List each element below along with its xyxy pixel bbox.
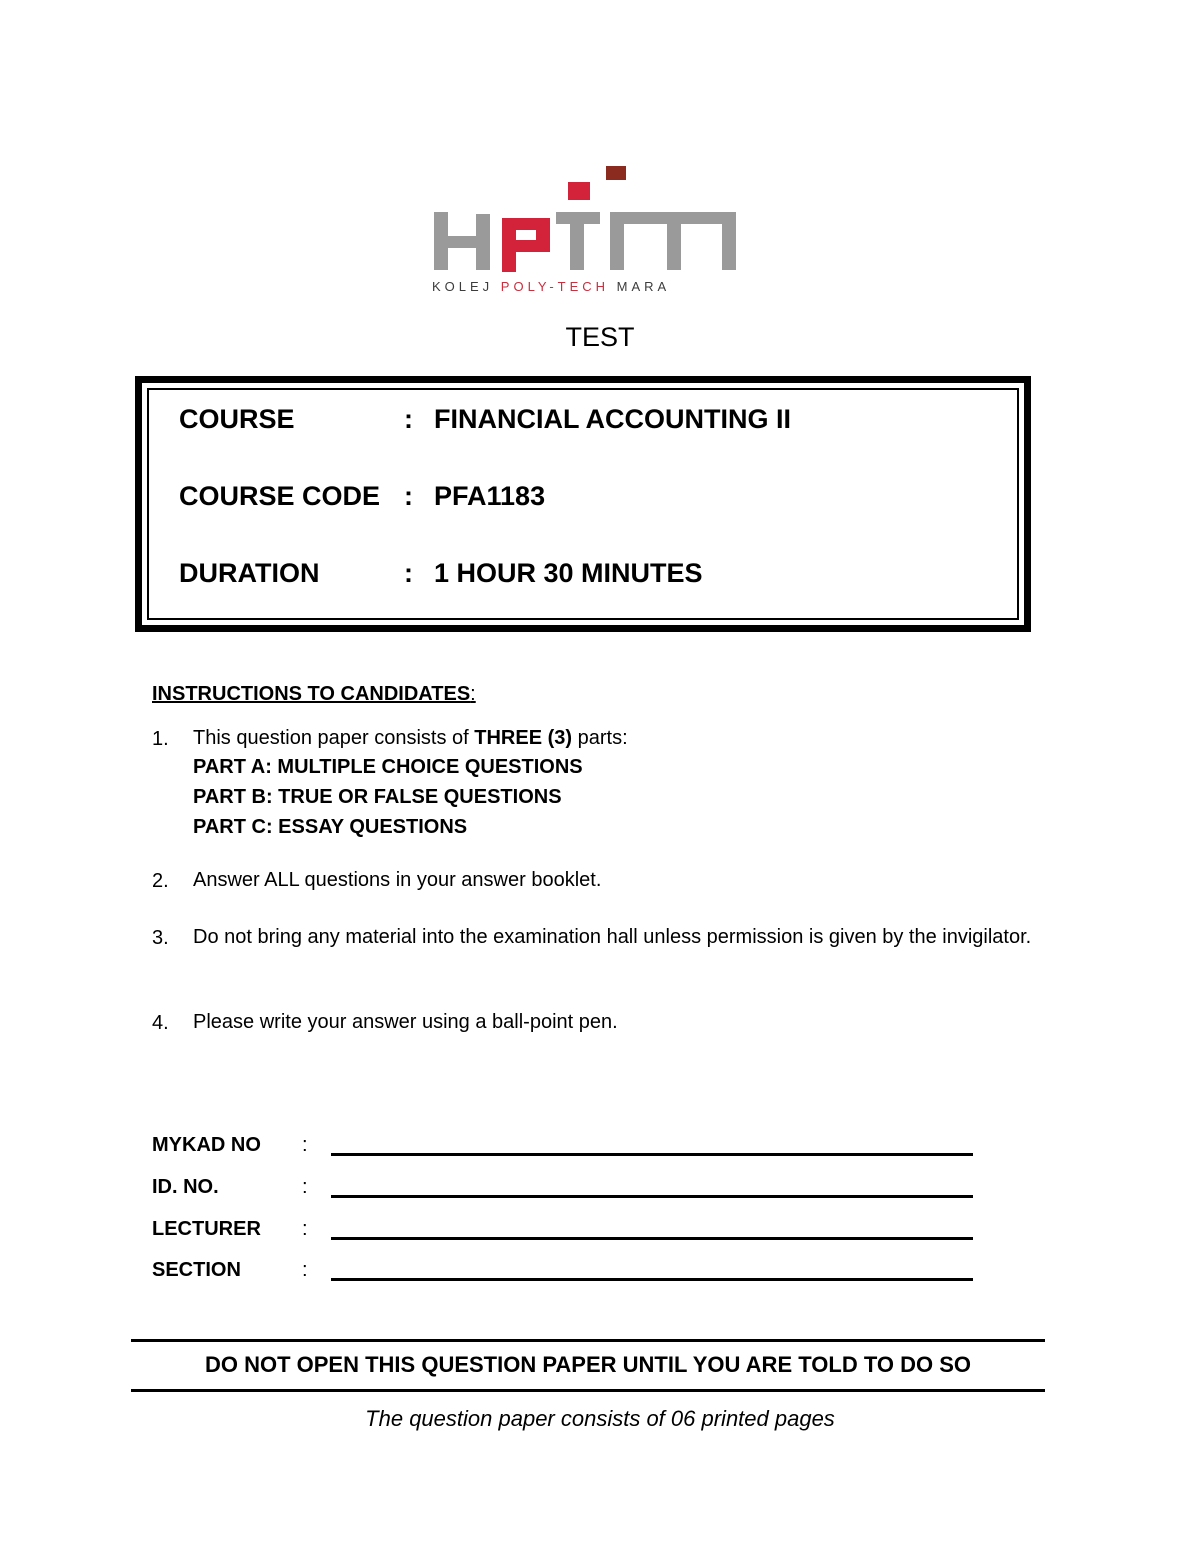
kptm-logo <box>430 160 750 300</box>
logo-letter-t-stem <box>570 212 584 270</box>
test-title: TEST <box>565 322 635 352</box>
page-count-note: The question paper consists of 06 printed pages <box>365 1406 835 1431</box>
section-label: SECTION <box>152 1259 241 1281</box>
logo-letter-k-right <box>476 214 490 270</box>
instructions-heading <box>152 683 476 706</box>
course-code-value: PFA1183 <box>434 481 546 511</box>
duration-colon: : <box>404 558 413 588</box>
logo-square-red <box>568 182 590 200</box>
part-c-line: PART C: ESSAY QUESTIONS <box>193 816 468 838</box>
mykad-input-line[interactable] <box>331 1153 973 1156</box>
course-code-colon: : <box>404 481 413 511</box>
logo-letter-p <box>502 218 550 272</box>
course-code-label: COURSE CODE <box>179 481 381 511</box>
logo-letter-m <box>610 212 736 270</box>
mykad-colon: : <box>302 1134 308 1156</box>
logo-square-maroon <box>606 166 626 180</box>
course-info-box <box>135 376 1031 632</box>
mykad-label: MYKAD NO <box>152 1134 261 1156</box>
lecturer-input-line[interactable] <box>331 1237 973 1240</box>
logo-subtitle: KOLEJ POLY-TECH MARA <box>432 279 671 294</box>
kptm-logo-graphic <box>430 160 750 300</box>
notice-top-rule <box>131 1339 1045 1342</box>
course-info-box-inner <box>147 388 1019 620</box>
instruction-1-after: parts: <box>572 727 628 749</box>
lecturer-label: LECTURER <box>152 1218 261 1240</box>
course-value: FINANCIAL ACCOUNTING II <box>434 404 791 434</box>
instruction-text-3: Do not bring any material into the examination hall unless permission is given by the invigilator. <box>193 926 1032 948</box>
part-b-line: PART B: TRUE OR FALSE QUESTIONS <box>193 786 562 808</box>
instruction-number: 2. <box>152 870 169 892</box>
instruction-text-4: Please write your answer using a ball-point pen. <box>193 1011 618 1033</box>
instruction-number: 3. <box>152 927 169 949</box>
course-label: COURSE <box>179 404 295 434</box>
section-colon: : <box>302 1259 308 1281</box>
duration-value: 1 HOUR 30 MINUTES <box>434 558 703 588</box>
lecturer-colon: : <box>302 1218 308 1240</box>
instructions-heading-text: INSTRUCTIONS TO CANDIDATES <box>152 683 471 705</box>
instruction-text-1 <box>193 723 1049 753</box>
do-not-open-notice: DO NOT OPEN THIS QUESTION PAPER UNTIL YOU ARE TOLD TO DO SO <box>204 1352 971 1377</box>
notice-bottom-rule <box>131 1389 1045 1392</box>
course-colon: : <box>404 404 413 434</box>
id-no-input-line[interactable] <box>331 1195 973 1198</box>
duration-label: DURATION <box>179 558 320 588</box>
id-no-label: ID. NO. <box>152 1176 219 1198</box>
instruction-number: 1. <box>152 728 169 750</box>
instruction-number: 4. <box>152 1012 169 1034</box>
instructions-heading-colon: : <box>470 683 476 705</box>
instruction-1-before: This question paper consists of <box>193 727 475 749</box>
section-input-line[interactable] <box>331 1278 973 1281</box>
logo-letter-k-stem <box>434 212 448 270</box>
id-no-colon: : <box>302 1176 308 1198</box>
instruction-1-bold: THREE (3) <box>474 727 573 749</box>
instruction-text-2: Answer ALL questions in your answer booklet. <box>193 869 602 891</box>
part-a-line: PART A: MULTIPLE CHOICE QUESTIONS <box>193 756 583 778</box>
